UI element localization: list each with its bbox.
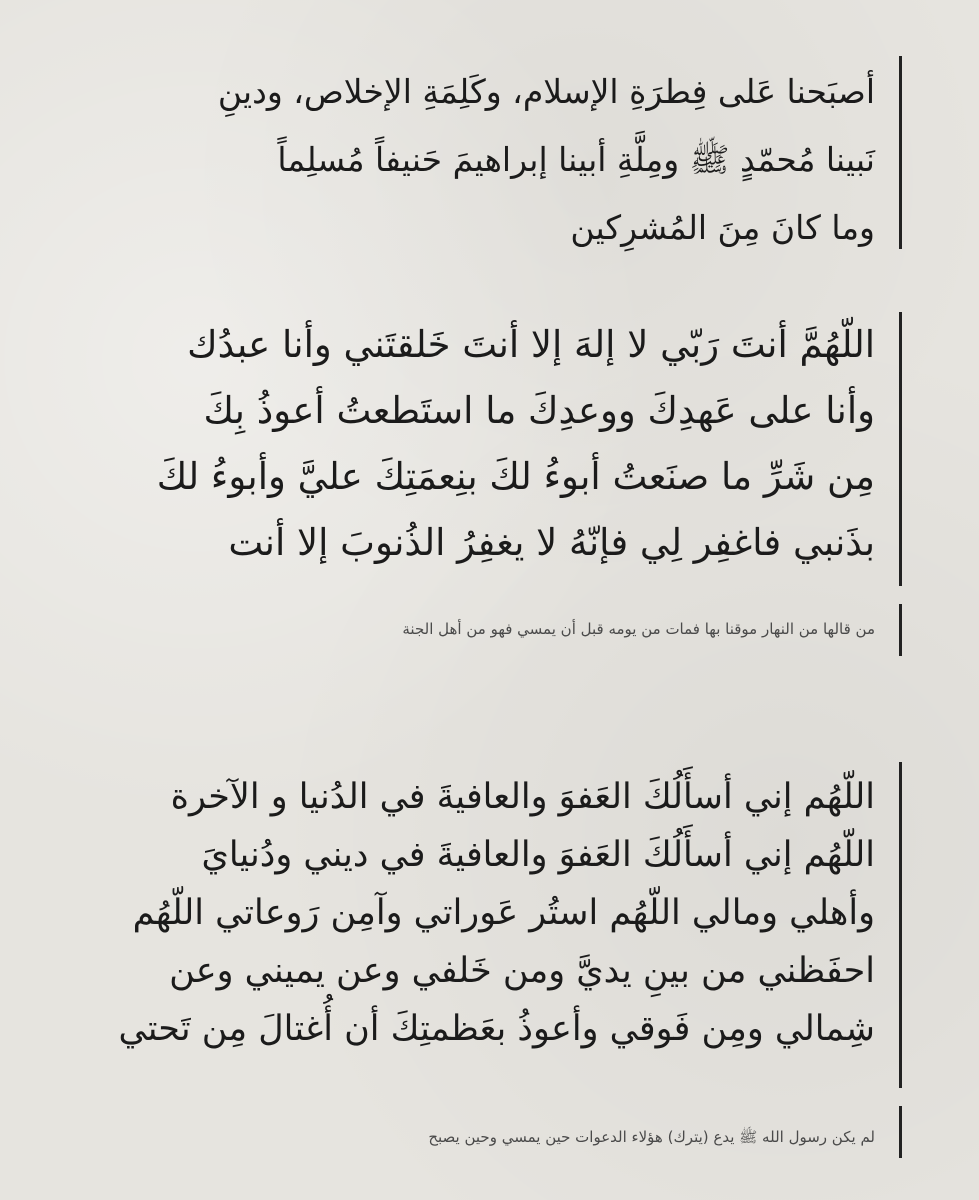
text-line: وما كانَ مِنَ المُشرِكين <box>570 208 875 247</box>
text-line: وأنا على عَهدِكَ ووعدِكَ ما استَطعتُ أعوذُ بِكَ <box>203 389 875 432</box>
footnote: من قالها من النهار موقنا بها فمات من يومه قبل أن يمسي فهو من أهل الجنة <box>402 620 875 638</box>
supplication-sayyid-istighfar <box>156 312 875 576</box>
text-line: اللّهُم إني أسأَلُكَ العَفوَ والعافيةَ في ديني ودُنيايَ <box>201 835 875 875</box>
quote-rule <box>899 762 902 1088</box>
text-line: نَبينا مُحمّدٍ ﷺ ومِلَّةِ أبينا إبراهيمَ حَنيفاً مُسلِماً <box>277 140 875 179</box>
text-line: أصبَحنا عَلى فِطرَةِ الإسلام، وكَلِمَةِ الإخلاص، ودينِ <box>217 72 875 111</box>
footnote: لم يكن رسول الله ﷺ يدع (يترك) هؤلاء الدعوات حين يمسي وحين يصبح <box>428 1128 875 1146</box>
text-line: اللّهُم إني أسأَلُكَ العَفوَ والعافيةَ في الدُنيا و الآخرة <box>170 777 875 817</box>
quote-rule <box>899 312 902 586</box>
text-line: وأهلي ومالي اللّهُم استُر عَوراتي وآمِن رَوعاتي اللّهُم <box>132 893 875 933</box>
text-line: بذَنبي فاغفِر لِي فإنّهُ لا يغفِرُ الذُنوبَ إلا أنت <box>228 521 875 564</box>
text-line: مِن شَرِّ ما صنَعتُ أبوءُ لكَ بنِعمَتِكَ عليَّ وأبوءُ لكَ <box>156 455 875 498</box>
text-line: شِمالي ومِن فَوقي وأعوذُ بعَظمتِكَ أن أُغتالَ مِن تَحتي <box>118 1009 875 1049</box>
supplication-afiyah <box>118 768 875 1058</box>
note-rule <box>899 604 902 656</box>
note-rule <box>899 1106 902 1158</box>
quote-rule <box>899 56 902 249</box>
supplication-morning <box>217 58 875 262</box>
text-line: احفَظني من بينِ يديَّ ومن خَلفي وعن يميني وعن <box>169 951 875 991</box>
text-line: اللّهُمَّ أنتَ رَبّي لا إلهَ إلا أنتَ خَلقتَني وأنا عبدُك <box>187 323 875 366</box>
